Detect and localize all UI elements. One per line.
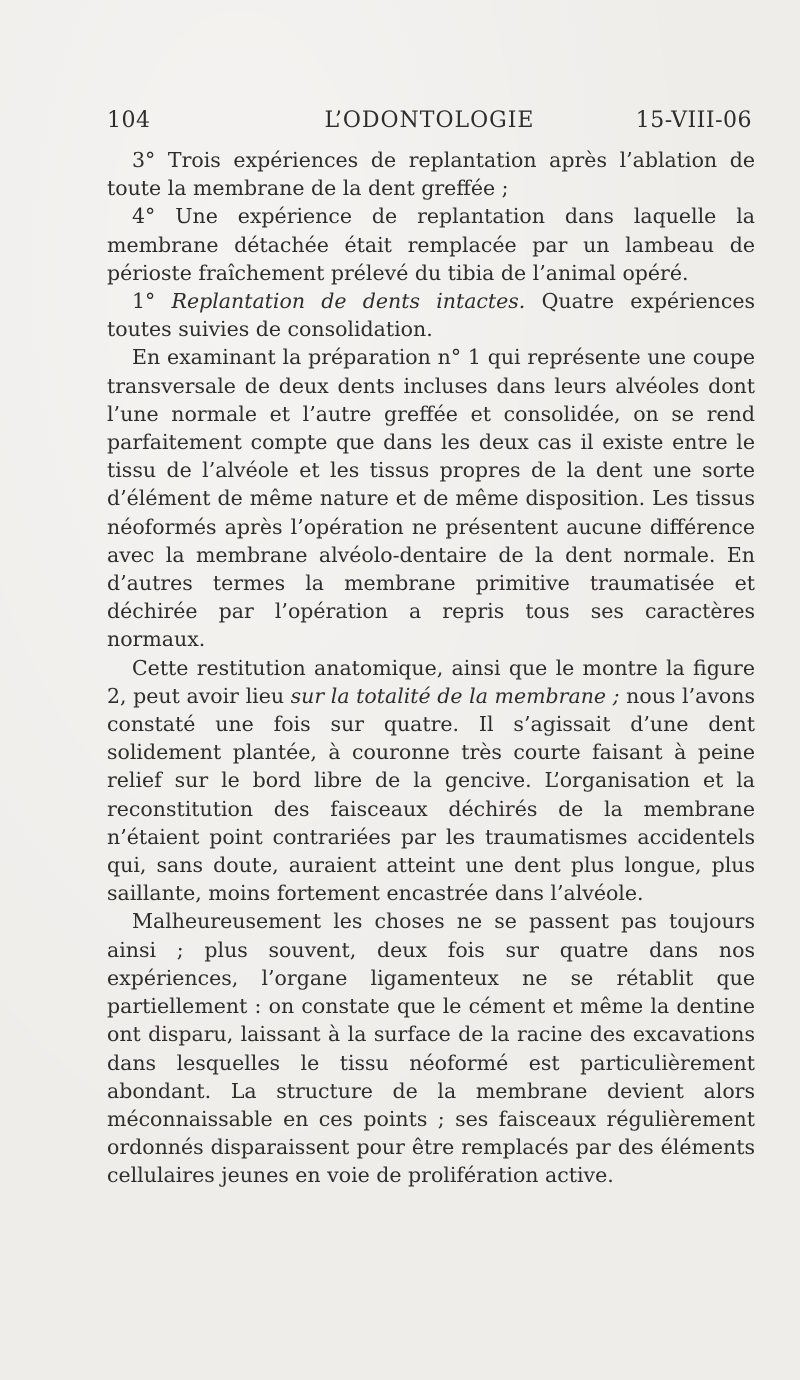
- section-number: 1°: [132, 289, 172, 314]
- emphasis-text: sur la totalité de la membrane ;: [290, 683, 620, 708]
- paragraph-preparation: En examinant la préparation n° 1 qui représente une coupe transversale de deux dents incluses dans leurs alvéoles dont l’une normale et l’autre greffée et consolidée, on se rend parfaitement compte que dans les deux cas il existe entre le tissu de l’alvéole et les tissus propres de la dent une sorte d’élément de même nature et de même disposition. Les tissus néoformés après l’opération ne présentent aucune différence avec la membrane alvéolo-dentaire de la dent normale. En d’autres termes la membrane primitive traumatisée et déchirée par l’opération a repris tous ses caractères normaux.: [107, 345, 755, 652]
- page-header: [107, 108, 752, 138]
- paragraph-item-4: 4° Une expérience de replantation dans laquelle la membrane détachée était remplacée par un lambeau de périoste fraîchement prélevé du tibia de l’animal opéré.: [107, 204, 755, 285]
- page-number: 104: [107, 108, 151, 133]
- issue-date: 15-VIII-06: [635, 108, 752, 133]
- paragraph-section-1: [107, 287, 755, 343]
- paragraph-text: Cette restitution anatomique, ainsi que le montre la figure 2, peut avoir lieu: [107, 655, 755, 708]
- paragraph-item-3: 3° Trois expériences de replantation après l’ablation de toute la membrane de la dent greffée ;: [107, 148, 755, 201]
- body-text: [107, 146, 755, 1190]
- section-text: Quatre expériences toutes suivies de consolidation.: [107, 289, 755, 342]
- paragraph-text: nous l’avons constaté une fois sur quatre. Il s’agissait d’une dent solidement plantée, à couronne très courte faisant à peine relief sur le bord libre de la gencive. L’organisation et la reconstitution des faisceaux déchirés de la membrane n’étaient point contrariées par les traumatismes accidentels qui, sans doute, auraient atteint une dent plus longue, plus saillante, moins fortement encastrée dans l’alvéole.: [107, 683, 755, 906]
- running-title: L’ODONTOLOGIE: [324, 108, 535, 133]
- paragraph-malheureusement: Malheureusement les choses ne se passent pas toujours ainsi ; plus souvent, deux fois sur quatre dans nos expériences, l’organe ligamenteux ne se rétablit que partiellement : on constate que le cément et même la dentine ont disparu, laissant à la surface de la racine des excavations dans lesquelles le tissu néoformé est particulièrement abondant. La structure de la membrane devient alors méconnaissable en ces points ; ses faisceaux régulièrement ordonnés disparaissent pour être remplacés par des éléments cellulaires jeunes en voie de prolifération active.: [107, 909, 755, 1188]
- paragraph-restitution: [107, 654, 755, 908]
- section-heading: Replantation de dents intactes.: [171, 289, 526, 314]
